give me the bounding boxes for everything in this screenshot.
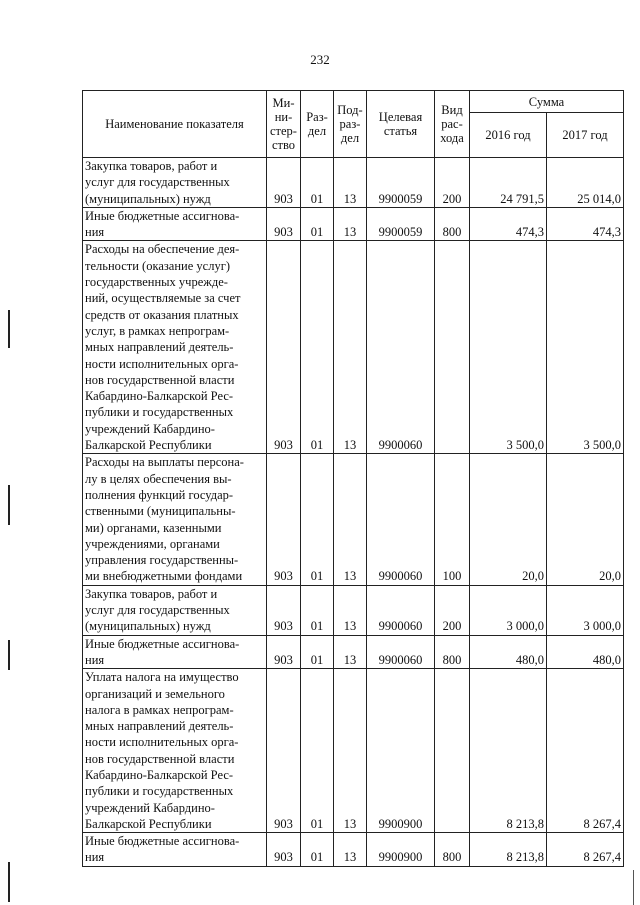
- row-ministry: 903: [267, 585, 301, 635]
- row-expense-type: 200: [435, 158, 470, 208]
- row-target-item: 9900060: [367, 635, 435, 669]
- page-number: 232: [310, 52, 330, 67]
- row-expense-type: 800: [435, 833, 470, 867]
- scan-edge-mark: [8, 310, 10, 348]
- row-section: 01: [301, 207, 334, 241]
- header-name: Наименование показателя: [83, 91, 267, 158]
- row-ministry: 903: [267, 635, 301, 669]
- row-subsection: 13: [334, 585, 367, 635]
- row-expense-type: [435, 669, 470, 833]
- row-ministry: 903: [267, 207, 301, 241]
- scan-edge-mark: [8, 485, 10, 525]
- row-name: Закупка товаров, работ и услуг для государственных (муниципальных) нужд: [83, 158, 267, 208]
- header-expense-type: Вид рас- хода: [435, 91, 470, 158]
- row-name: Расходы на обеспечение дея- тельности (оказание услуг) государственных учрежде- ний, осуществляемые за счет средств от оказания платных услуг, в рамках непрограм- мных направлений деятель- ности исполнительных орга- нов государственной власти Кабардино-Балкарской Рес- публики и государственных учреждений Кабардино- Балкарской Республики: [83, 241, 267, 454]
- row-ministry: 903: [267, 833, 301, 867]
- row-subsection: 13: [334, 833, 367, 867]
- row-ministry: 903: [267, 454, 301, 585]
- row-sum-2017: 20,0: [547, 454, 624, 585]
- row-name: Иные бюджетные ассигнова- ния: [83, 833, 267, 867]
- row-name: Закупка товаров, работ и услуг для государственных (муниципальных) нужд: [83, 585, 267, 635]
- row-target-item: 9900900: [367, 669, 435, 833]
- row-sum-2016: 8 213,8: [470, 669, 547, 833]
- row-section: 01: [301, 585, 334, 635]
- row-subsection: 13: [334, 635, 367, 669]
- row-section: 01: [301, 635, 334, 669]
- table-row: [83, 241, 624, 454]
- row-expense-type: 200: [435, 585, 470, 635]
- table-row: [83, 635, 624, 669]
- header-sum: Сумма: [470, 91, 624, 113]
- table-row: [83, 669, 624, 833]
- row-subsection: 13: [334, 158, 367, 208]
- table-row: [83, 454, 624, 585]
- table-row: [83, 158, 624, 208]
- row-sum-2016: 8 213,8: [470, 833, 547, 867]
- row-ministry: 903: [267, 669, 301, 833]
- row-expense-type: [435, 241, 470, 454]
- scan-edge-mark: [633, 870, 634, 905]
- row-section: 01: [301, 669, 334, 833]
- row-sum-2016: 3 500,0: [470, 241, 547, 454]
- row-name: Расходы на выплаты персона- лу в целях обеспечения вы- полнения функций государ- ственными (муниципальны- ми) органами, казенными учреждениями, органами управления государственны- ми внебюджетными фондами: [83, 454, 267, 585]
- row-sum-2016: 480,0: [470, 635, 547, 669]
- row-sum-2017: 3 500,0: [547, 241, 624, 454]
- row-sum-2017: 8 267,4: [547, 833, 624, 867]
- row-name: Иные бюджетные ассигнова- ния: [83, 635, 267, 669]
- row-expense-type: 800: [435, 207, 470, 241]
- row-sum-2017: 8 267,4: [547, 669, 624, 833]
- row-section: 01: [301, 158, 334, 208]
- row-sum-2016: 24 791,5: [470, 158, 547, 208]
- row-sum-2017: 480,0: [547, 635, 624, 669]
- row-sum-2017: 3 000,0: [547, 585, 624, 635]
- header-year-2016: 2016 год: [470, 113, 547, 158]
- row-subsection: 13: [334, 669, 367, 833]
- header-subsection: Под- раз- дел: [334, 91, 367, 158]
- row-ministry: 903: [267, 241, 301, 454]
- row-ministry: 903: [267, 158, 301, 208]
- header-ministry: Ми- ни- стер- ство: [267, 91, 301, 158]
- row-sum-2016: 20,0: [470, 454, 547, 585]
- row-sum-2016: 3 000,0: [470, 585, 547, 635]
- header-target-item: Целевая статья: [367, 91, 435, 158]
- row-target-item: 9900059: [367, 158, 435, 208]
- row-subsection: 13: [334, 207, 367, 241]
- header-section: Раз- дел: [301, 91, 334, 158]
- table-row: [83, 833, 624, 867]
- row-expense-type: 100: [435, 454, 470, 585]
- row-target-item: 9900060: [367, 241, 435, 454]
- header-year-2017: 2017 год: [547, 113, 624, 158]
- row-name: Иные бюджетные ассигнова- ния: [83, 207, 267, 241]
- table-row: [83, 585, 624, 635]
- scan-edge-mark: [8, 640, 10, 670]
- row-target-item: 9900900: [367, 833, 435, 867]
- row-target-item: 9900060: [367, 585, 435, 635]
- scan-edge-mark: [8, 862, 10, 902]
- row-subsection: 13: [334, 241, 367, 454]
- row-section: 01: [301, 454, 334, 585]
- row-sum-2017: 474,3: [547, 207, 624, 241]
- row-sum-2017: 25 014,0: [547, 158, 624, 208]
- table-row: [83, 207, 624, 241]
- row-name: Уплата налога на имущество организаций и земельного налога в рамках непрограм- мных направлений деятель- ности исполнительных орга- нов государственной власти Кабардино-Балкарской Рес- публики и государственных учреждений Кабардино- Балкарской Республики: [83, 669, 267, 833]
- row-section: 01: [301, 833, 334, 867]
- row-subsection: 13: [334, 454, 367, 585]
- row-section: 01: [301, 241, 334, 454]
- row-expense-type: 800: [435, 635, 470, 669]
- budget-table: [82, 90, 624, 867]
- row-target-item: 9900059: [367, 207, 435, 241]
- row-sum-2016: 474,3: [470, 207, 547, 241]
- row-target-item: 9900060: [367, 454, 435, 585]
